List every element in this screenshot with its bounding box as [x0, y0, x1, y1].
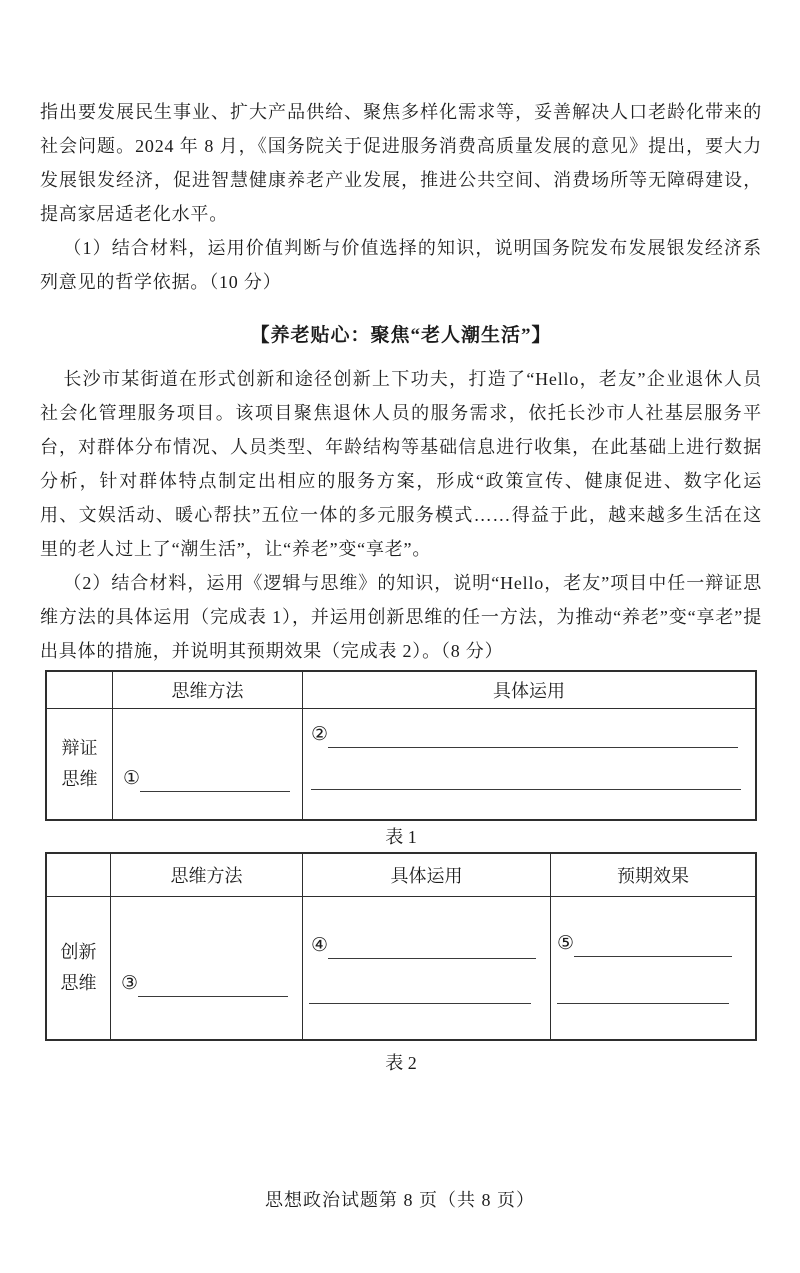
table-2-effect-cell	[551, 897, 755, 1039]
answer-marker-3: ③	[121, 973, 139, 994]
answer-blank-line	[328, 722, 738, 748]
table-2-header-application: 具体运用	[303, 854, 551, 896]
answer-line-5-continued	[557, 978, 729, 1004]
answer-blank-line	[574, 931, 732, 957]
table-2-application-cell	[303, 897, 551, 1039]
section-heading: 【养老贴心：聚焦“老人潮生活”】	[250, 325, 552, 346]
table-1-body-row	[47, 709, 755, 819]
table-1-application-cell	[303, 709, 755, 819]
answer-blank-line	[309, 978, 531, 1004]
table-1-header-empty	[47, 672, 113, 708]
table-2-header-method: 思维方法	[111, 854, 303, 896]
table-1	[45, 670, 757, 821]
table-2-row-label	[47, 897, 111, 1039]
table-2-method-cell	[111, 897, 303, 1039]
answer-line-3	[121, 971, 288, 997]
table-1-method-cell	[113, 709, 303, 819]
answer-line-2-continued	[311, 764, 741, 790]
page-footer: 思想政治试题第 8 页（共 8 页）	[265, 1190, 535, 1210]
material-paragraph: 长沙市某街道在形式创新和途径创新上下功夫，打造了“Hello，老友”企业退休人员社会化管理服务项目。该项目聚焦退休人员的服务需求，依托长沙市人社基层服务平台，对群体分布情况、人员类型、年龄结构等基础信息进行收集，在此基础上进行数据分析，针对群体特点制定出相应的服务方案，形成“政策宣传、健康促进、数字化运用、文娱活动、暖心帮扶”五位一体的多元服务模式……得益于此，越来越多生活在这里的老人过上了“潮生活”，让“养老”变“享老”。	[40, 369, 762, 559]
table-1-header-application: 具体运用	[493, 681, 565, 701]
row-label-line: 思维	[61, 769, 98, 789]
row-label-line: 思维	[60, 973, 97, 993]
table-2-header-effect: 预期效果	[617, 866, 689, 886]
answer-blank-line	[140, 766, 290, 792]
answer-blank-line	[328, 933, 536, 959]
table-1-header-row	[47, 672, 755, 709]
table-1-header-method: 思维方法	[113, 672, 303, 708]
answer-line-4	[311, 933, 536, 959]
table-2-caption: 表 2	[385, 1053, 417, 1073]
question-1: （1）结合材料，运用价值判断与价值选择的知识，说明国务院发布发展银发经济系列意见的哲学依据。（10 分）	[40, 238, 762, 292]
answer-line-5	[557, 931, 732, 957]
table-2-header-row	[47, 854, 755, 897]
answer-line-1	[123, 766, 290, 792]
answer-blank-line	[138, 971, 288, 997]
table-2-body-row	[47, 897, 755, 1039]
paragraph-continuation: 指出要发展民生事业、扩大产品供给、聚焦多样化需求等，妥善解决人口老龄化带来的社会问题。2024 年 8 月，《国务院关于促进服务消费高质量发展的意见》提出，要大力发展银发经济，促进智慧健康养老产业发展，推进公共空间、消费场所等无障碍建设，提高家居适老化水平。	[40, 102, 762, 224]
answer-blank-line	[557, 978, 729, 1004]
answer-marker-5: ⑤	[557, 933, 575, 954]
table-2	[45, 852, 757, 1041]
row-label-line: 创新	[60, 942, 97, 962]
row-label-line: 辩证	[61, 738, 98, 758]
answer-marker-4: ④	[311, 935, 329, 956]
answer-line-4-continued	[309, 978, 531, 1004]
answer-marker-2: ②	[311, 724, 329, 745]
table-1-caption: 表 1	[385, 827, 417, 847]
answer-blank-line	[311, 764, 741, 790]
answer-marker-1: ①	[123, 768, 141, 789]
table-1-row-label	[47, 709, 113, 819]
answer-line-2	[311, 722, 738, 748]
question-2: （2）结合材料，运用《逻辑与思维》的知识，说明“Hello，老友”项目中任一辩证思维方法的具体运用（完成表 1），并运用创新思维的任一方法，为推动“养老”变“享老”提出具体的措施，并说明其预期效果（完成表 2）。（8 分）	[40, 573, 762, 661]
table-2-header-empty	[47, 854, 111, 896]
